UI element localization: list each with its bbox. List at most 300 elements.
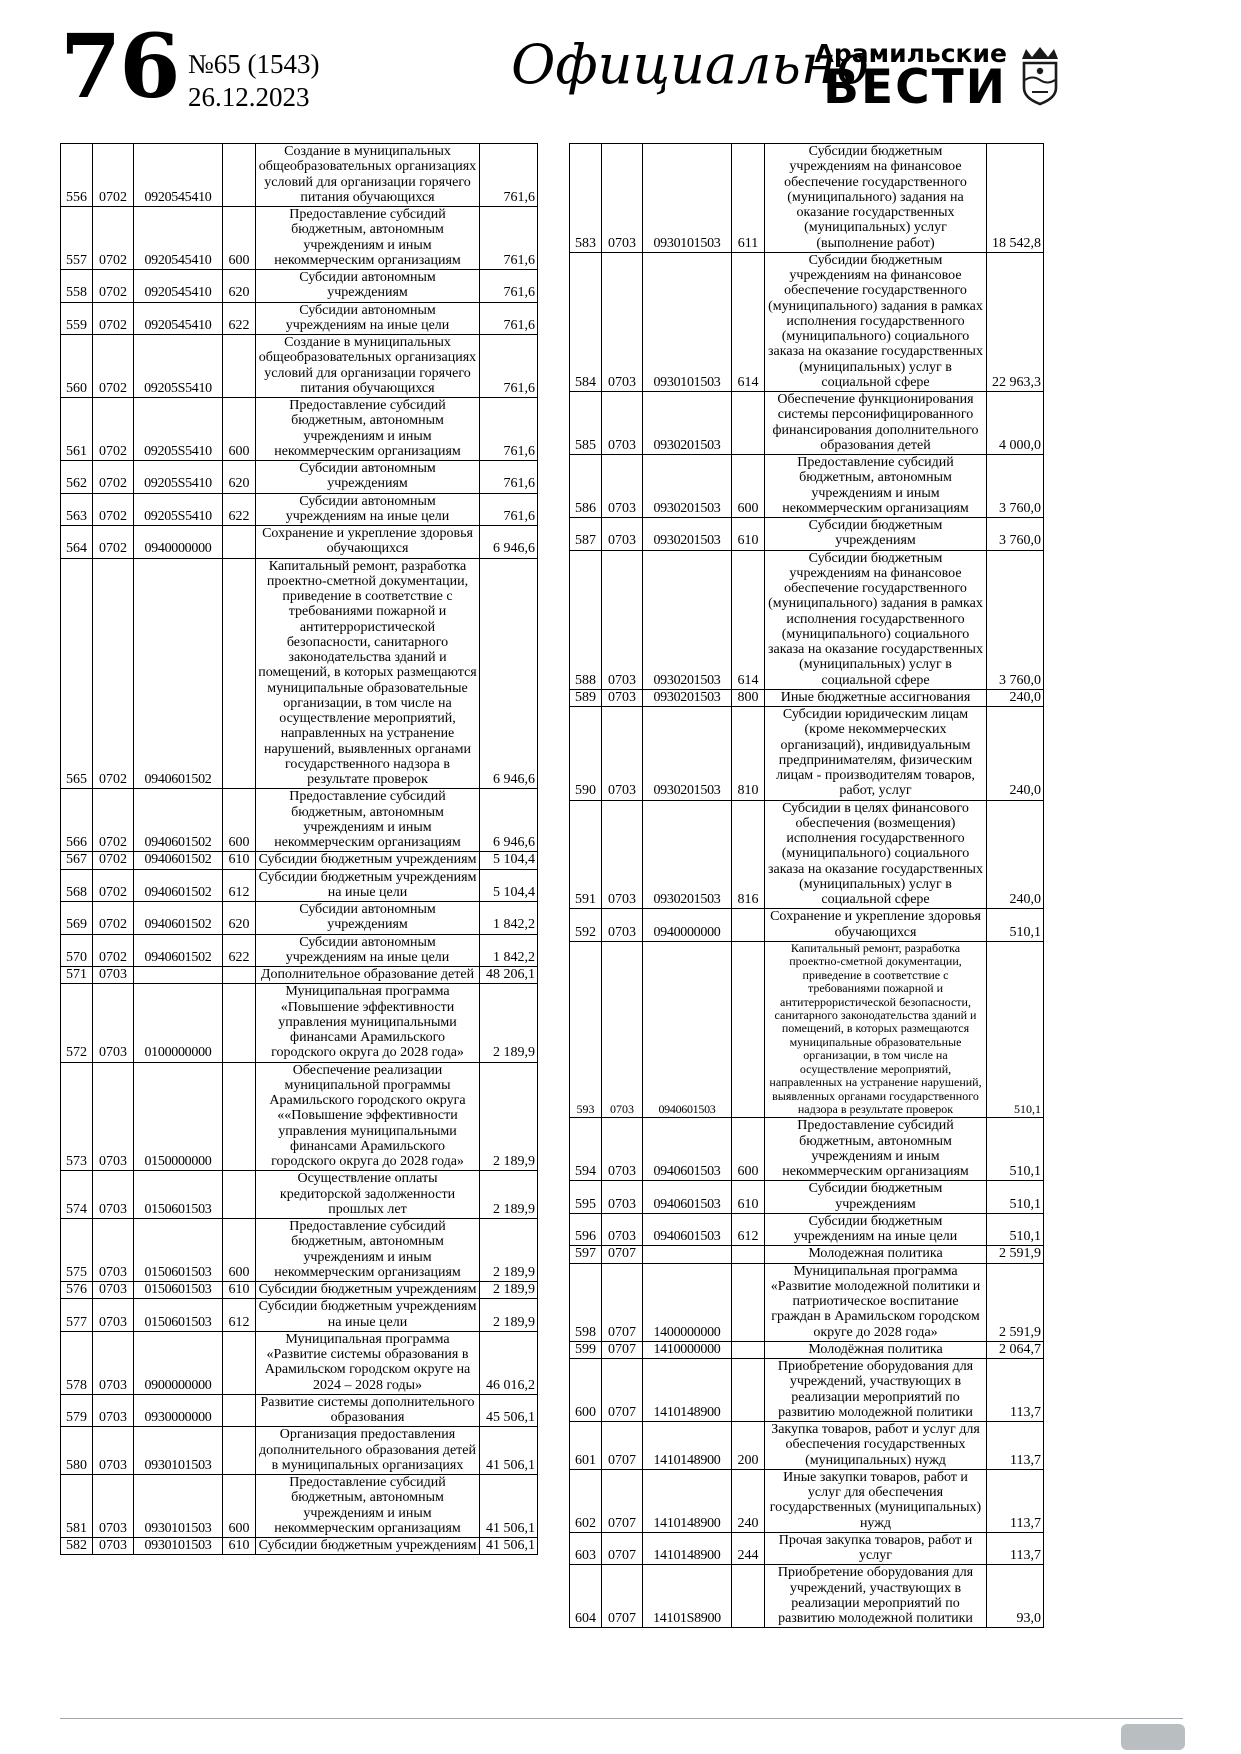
section-code-cell: 0707 [602,1246,643,1263]
target-article-cell: 0930201503 [643,550,732,689]
expense-type-cell: 610 [732,518,765,551]
amount-cell: 510,1 [987,941,1044,1118]
table-row [570,1422,1044,1470]
target-article-cell: 0930201503 [643,518,732,551]
row-number-cell: 569 [61,902,93,935]
amount-cell: 93,0 [987,1565,1044,1628]
row-number-cell: 564 [61,526,93,559]
target-article-cell: 0930201503 [643,392,732,455]
table-row [61,869,538,902]
row-number-cell: 594 [570,1118,602,1181]
name-cell: Предоставление субсидий бюджетным, автономным учреждениям и иным некоммерческим организациям [765,455,987,518]
expense-type-cell: 610 [223,1282,256,1299]
expense-type-cell [223,967,256,984]
budget-table-left [60,143,538,1555]
amount-cell: 41 506,1 [480,1475,538,1538]
row-number-cell: 580 [61,1427,93,1475]
amount-cell: 1 842,2 [480,934,538,967]
amount-cell: 2 591,9 [987,1263,1044,1341]
table-row [61,1394,538,1427]
target-article-cell: 1400000000 [643,1263,732,1341]
name-cell: Субсидии автономным учреждениям [256,461,480,494]
name-cell: Предоставление субсидий бюджетным, автономным учреждениям и иным некоммерческим организациям [256,1219,480,1282]
brand-name-top: Арамильские [814,39,1007,68]
row-number-cell: 596 [570,1213,602,1246]
target-article-cell: 09205S5410 [134,461,223,494]
table-row [61,270,538,303]
amount-cell: 113,7 [987,1359,1044,1422]
name-cell: Капитальный ремонт, разработка проектно-сметной документации, приведение в соответствие с требованиями пожарной и антитеррористической безопасности, санитарного законодательства зданий и помещений, в которых размещаются муниципальные образовательные организации, в том числе на осуществление мероприятий, направленных на устранение нарушений, выявленных органами государственного надзора в результате проверок [765,941,987,1118]
row-number-cell: 561 [61,398,93,461]
section-code-cell: 0703 [93,1427,134,1475]
name-cell: Субсидии юридическим лицам (кроме некоммерческих организаций), индивидуальным предпринимателям, физическим лицам - производителям товаров, работ, услуг [765,707,987,801]
row-number-cell: 571 [61,967,93,984]
row-number-cell: 604 [570,1565,602,1628]
row-number-cell: 558 [61,270,93,303]
section-code-cell: 0707 [602,1359,643,1422]
expense-type-cell: 244 [732,1532,765,1565]
row-number-cell: 577 [61,1299,93,1332]
expense-type-cell [732,941,765,1118]
row-number-cell: 566 [61,789,93,852]
section-code-cell: 0703 [93,1394,134,1427]
name-cell: Создание в муниципальных общеобразовательных организациях условий для организации горячего питания обучающихся [256,335,480,398]
expense-type-cell [223,984,256,1062]
name-cell: Капитальный ремонт, разработка проектно-сметной документации, приведение в соответствие с требованиями пожарной и антитеррористической безопасности, санитарного законодательства зданий и помещений, в которых размещаются муниципальные образовательные организации, в том числе на осуществление мероприятий, направленных на устранение нарушений, выявленных органами государственного надзора в результате проверок [256,558,480,789]
amount-cell: 761,6 [480,144,538,207]
section-code-cell: 0702 [93,207,134,270]
name-cell: Субсидии автономным учреждениям [256,270,480,303]
amount-cell: 3 760,0 [987,518,1044,551]
name-cell: Субсидии бюджетным учреждениям на иные цели [256,1299,480,1332]
row-number-cell: 603 [570,1532,602,1565]
section-code-cell: 0703 [602,144,643,253]
amount-cell: 240,0 [987,689,1044,706]
target-article-cell: 0940601502 [134,869,223,902]
target-article-cell: 0150000000 [134,1062,223,1171]
expense-type-cell: 800 [732,689,765,706]
row-number-cell: 567 [61,852,93,869]
expense-type-cell [732,1263,765,1341]
table-row [570,252,1044,391]
section-code-cell: 0703 [93,1299,134,1332]
target-article-cell: 1410148900 [643,1469,732,1532]
table-row [61,1171,538,1219]
name-cell: Молодёжная политика [765,1341,987,1358]
table-row [570,707,1044,801]
amount-cell: 2 189,9 [480,1062,538,1171]
expense-type-cell: 600 [223,789,256,852]
amount-cell: 2 189,9 [480,984,538,1062]
target-article-cell: 09205S5410 [134,398,223,461]
amount-cell: 2 591,9 [987,1246,1044,1263]
expense-type-cell [223,1171,256,1219]
row-number-cell: 557 [61,207,93,270]
section-code-cell: 0703 [602,909,643,942]
amount-cell: 2 189,9 [480,1299,538,1332]
row-number-cell: 563 [61,493,93,526]
section-code-cell: 0703 [93,1282,134,1299]
name-cell: Субсидии автономным учреждениям [256,902,480,935]
section-code-cell: 0703 [602,1118,643,1181]
target-article-cell: 0920545410 [134,270,223,303]
table-row [61,461,538,494]
row-number-cell: 560 [61,335,93,398]
table-row [61,1427,538,1475]
row-number-cell: 581 [61,1475,93,1538]
expense-type-cell: 612 [223,869,256,902]
expense-type-cell: 612 [732,1213,765,1246]
name-cell: Прочая закупка товаров, работ и услуг [765,1532,987,1565]
expense-type-cell: 610 [223,1538,256,1555]
expense-type-cell [732,1246,765,1263]
expense-type-cell: 240 [732,1469,765,1532]
name-cell: Субсидии бюджетным учреждениям на финансовое обеспечение государственного (муниципального) задания в рамках исполнения государственного (муниципального) социального заказа на оказание государственных (муниципальных) услуг в социальной сфере [765,252,987,391]
target-article-cell: 0940601503 [643,1181,732,1214]
amount-cell: 2 189,9 [480,1219,538,1282]
amount-cell: 761,6 [480,461,538,494]
amount-cell: 3 760,0 [987,550,1044,689]
target-article-cell: 0940601503 [643,1118,732,1181]
budget-table-right [569,143,1044,1628]
target-article-cell: 0940000000 [134,526,223,559]
expense-type-cell: 816 [732,800,765,909]
expense-type-cell [732,1341,765,1358]
amount-cell: 240,0 [987,707,1044,801]
table-row [570,1359,1044,1422]
target-article-cell: 0900000000 [134,1331,223,1394]
expense-type-cell: 200 [732,1422,765,1470]
row-number-cell: 568 [61,869,93,902]
amount-cell: 510,1 [987,909,1044,942]
expense-type-cell [223,558,256,789]
amount-cell: 761,6 [480,302,538,335]
row-number-cell: 559 [61,302,93,335]
section-code-cell: 0702 [93,852,134,869]
section-code-cell: 0702 [93,558,134,789]
section-code-cell: 0703 [602,941,643,1118]
table-row [570,550,1044,689]
table-row [570,1565,1044,1628]
name-cell: Муниципальная программа «Развитие системы образования в Арамильском городском округе на 2024 – 2028 годы» [256,1331,480,1394]
expense-type-cell: 600 [732,455,765,518]
section-code-cell: 0702 [93,869,134,902]
city-crest-icon [1017,45,1063,107]
section-code-cell: 0703 [93,1331,134,1394]
name-cell: Субсидии автономным учреждениям на иные цели [256,493,480,526]
target-article-cell: 0940601502 [134,789,223,852]
row-number-cell: 585 [570,392,602,455]
name-cell: Молодежная политика [765,1246,987,1263]
brand-name-bottom: ВЕСТИ [823,59,1007,115]
row-number-cell: 587 [570,518,602,551]
expense-type-cell: 614 [732,550,765,689]
name-cell: Предоставление субсидий бюджетным, автономным учреждениям и иным некоммерческим организациям [256,398,480,461]
section-code-cell: 0707 [602,1263,643,1341]
amount-cell: 113,7 [987,1422,1044,1470]
section-code-cell: 0702 [93,461,134,494]
expense-type-cell [732,1565,765,1628]
row-number-cell: 556 [61,144,93,207]
expense-type-cell [223,1331,256,1394]
name-cell: Субсидии бюджетным учреждениям на финансовое обеспечение государственного (муниципального) задания в рамках исполнения государственного (муниципального) социального заказа на оказание государственных (муниципальных) услуг в социальной сфере [765,550,987,689]
name-cell: Приобретение оборудования для учреждений, участвующих в реализации мероприятий по развитию молодежной политики [765,1565,987,1628]
section-code-cell: 0707 [602,1469,643,1532]
name-cell: Субсидии бюджетным учреждениям [765,518,987,551]
expense-type-cell: 620 [223,270,256,303]
footer-rule [60,1718,1183,1719]
section-code-cell: 0703 [602,689,643,706]
table-row [570,1263,1044,1341]
section-code-cell: 0702 [93,270,134,303]
name-cell: Сохранение и укрепление здоровья обучающихся [765,909,987,942]
row-number-cell: 583 [570,144,602,253]
table-row [61,789,538,852]
name-cell: Закупка товаров, работ и услуг для обеспечения государственных (муниципальных) нужд [765,1422,987,1470]
section-code-cell: 0703 [602,252,643,391]
section-code-cell: 0702 [93,302,134,335]
target-article-cell: 0150601503 [134,1282,223,1299]
target-article-cell: 0940601502 [134,852,223,869]
amount-cell: 6 946,6 [480,558,538,789]
row-number-cell: 573 [61,1062,93,1171]
name-cell: Муниципальная программа «Развитие молодежной политики и патриотическое воспитание граждан в Арамильском городском округе до 2028 года» [765,1263,987,1341]
row-number-cell: 570 [61,934,93,967]
target-article-cell: 0930201503 [643,707,732,801]
expense-type-cell [223,1062,256,1171]
target-article-cell: 0940601503 [643,941,732,1118]
amount-cell: 1 842,2 [480,902,538,935]
name-cell: Муниципальная программа «Повышение эффективности управления муниципальными финансами Арамильского городского округа до 2028 года» [256,984,480,1062]
table-row [61,1331,538,1394]
target-article-cell: 09205S5410 [134,493,223,526]
expense-type-cell [223,1394,256,1427]
section-code-cell: 0703 [602,392,643,455]
target-article-cell: 0930000000 [134,1394,223,1427]
name-cell: Субсидии бюджетным учреждениям [256,852,480,869]
table-row [570,455,1044,518]
section-code-cell: 0703 [602,550,643,689]
target-article-cell: 0930201503 [643,689,732,706]
section-code-cell: 0703 [93,967,134,984]
amount-cell: 2 189,9 [480,1282,538,1299]
target-article-cell: 1410148900 [643,1359,732,1422]
section-code-cell: 0703 [602,1181,643,1214]
row-number-cell: 599 [570,1341,602,1358]
section-code-cell: 0702 [93,789,134,852]
target-article-cell: 0920545410 [134,144,223,207]
row-number-cell: 582 [61,1538,93,1555]
name-cell: Субсидии бюджетным учреждениям [765,1181,987,1214]
section-code-cell: 0702 [93,144,134,207]
issue-block [188,48,320,114]
table-row [570,909,1044,942]
target-article-cell: 0940601503 [643,1213,732,1246]
expense-type-cell: 622 [223,302,256,335]
target-article-cell: 14101S8900 [643,1565,732,1628]
name-cell: Сохранение и укрепление здоровья обучающихся [256,526,480,559]
amount-cell: 45 506,1 [480,1394,538,1427]
target-article-cell: 0920545410 [134,302,223,335]
table-row [61,1282,538,1299]
row-number-cell: 574 [61,1171,93,1219]
row-number-cell: 576 [61,1282,93,1299]
expense-type-cell: 610 [223,852,256,869]
section-code-cell: 0703 [93,1062,134,1171]
table-row [570,800,1044,909]
name-cell: Субсидии бюджетным учреждениям на финансовое обеспечение государственного (муниципального) задания на оказание государственных (муниципальных) услуг (выполнение работ) [765,144,987,253]
name-cell: Субсидии бюджетным учреждениям [256,1538,480,1555]
target-article-cell: 1410000000 [643,1341,732,1358]
target-article-cell: 0940601502 [134,934,223,967]
section-code-cell: 0702 [93,335,134,398]
amount-cell: 761,6 [480,398,538,461]
target-article-cell: 0150601503 [134,1219,223,1282]
row-number-cell: 575 [61,1219,93,1282]
table-row [61,493,538,526]
table-row [570,1532,1044,1565]
expense-type-cell: 612 [223,1299,256,1332]
amount-cell: 113,7 [987,1469,1044,1532]
amount-cell: 48 206,1 [480,967,538,984]
table-row [61,302,538,335]
name-cell: Обеспечение функционирования системы персонифицированного финансирования дополнительного образования детей [765,392,987,455]
table-row [61,1475,538,1538]
name-cell: Создание в муниципальных общеобразовательных организациях условий для организации горячего питания обучающихся [256,144,480,207]
target-article-cell: 0940000000 [643,909,732,942]
target-article-cell: 0930101503 [134,1475,223,1538]
amount-cell: 46 016,2 [480,1331,538,1394]
row-number-cell: 597 [570,1246,602,1263]
name-cell: Обеспечение реализации муниципальной программы Арамильского городского округа ««Повышение эффективности управления муниципальными финансами Арамильского городского округа до 2028 года» [256,1062,480,1171]
expense-type-cell [732,392,765,455]
expense-type-cell [223,144,256,207]
amount-cell: 22 963,3 [987,252,1044,391]
amount-cell: 3 760,0 [987,455,1044,518]
section-code-cell: 0702 [93,902,134,935]
table-row [570,518,1044,551]
target-article-cell: 0940601502 [134,558,223,789]
row-number-cell: 600 [570,1359,602,1422]
section-code-cell: 0703 [602,518,643,551]
section-code-cell: 0703 [602,707,643,801]
section-code-cell: 0702 [93,526,134,559]
section-code-cell: 0703 [93,1475,134,1538]
row-number-cell: 572 [61,984,93,1062]
target-article-cell: 0930201503 [643,455,732,518]
table-row [61,1299,538,1332]
target-article-cell: 0930101503 [643,252,732,391]
row-number-cell: 578 [61,1331,93,1394]
row-number-cell: 595 [570,1181,602,1214]
table-row [570,392,1044,455]
amount-cell: 6 946,6 [480,789,538,852]
amount-cell: 4 000,0 [987,392,1044,455]
expense-type-cell [732,1359,765,1422]
row-number-cell: 591 [570,800,602,909]
row-number-cell: 593 [570,941,602,1118]
expense-type-cell: 622 [223,493,256,526]
table-row [61,398,538,461]
row-number-cell: 584 [570,252,602,391]
table-row [61,934,538,967]
name-cell: Субсидии бюджетным учреждениям [256,1282,480,1299]
amount-cell: 240,0 [987,800,1044,909]
table-row [570,1341,1044,1358]
section-code-cell: 0703 [93,1171,134,1219]
name-cell: Предоставление субсидий бюджетным, автономным учреждениям и иным некоммерческим организациям [256,207,480,270]
table-row [570,1118,1044,1181]
section-code-cell: 0702 [93,934,134,967]
name-cell: Приобретение оборудования для учреждений, участвующих в реализации мероприятий по развитию молодежной политики [765,1359,987,1422]
table-row [61,1062,538,1171]
expense-type-cell [223,1427,256,1475]
section-code-cell: 0703 [602,800,643,909]
brand-text [814,39,1007,115]
table-row [61,984,538,1062]
amount-cell: 510,1 [987,1213,1044,1246]
section-code-cell: 0703 [602,455,643,518]
row-number-cell: 565 [61,558,93,789]
amount-cell: 5 104,4 [480,852,538,869]
name-cell: Субсидии бюджетным учреждениям на иные цели [765,1213,987,1246]
expense-type-cell: 600 [223,207,256,270]
table-row [61,207,538,270]
name-cell: Предоставление субсидий бюджетным, автономным учреждениям и иным некоммерческим организациям [765,1118,987,1181]
section-code-cell: 0703 [602,1213,643,1246]
name-cell: Субсидии автономным учреждениям на иные цели [256,302,480,335]
row-number-cell: 588 [570,550,602,689]
amount-cell: 41 506,1 [480,1538,538,1555]
row-number-cell: 590 [570,707,602,801]
table-row [61,558,538,789]
section-code-cell: 0707 [602,1565,643,1628]
row-number-cell: 579 [61,1394,93,1427]
row-number-cell: 586 [570,455,602,518]
amount-cell: 761,6 [480,493,538,526]
expense-type-cell [223,526,256,559]
section-code-cell: 0703 [93,984,134,1062]
amount-cell: 6 946,6 [480,526,538,559]
amount-cell: 510,1 [987,1181,1044,1214]
table-row [570,941,1044,1118]
issue-date: 26.12.2023 [188,81,310,112]
target-article-cell: 0100000000 [134,984,223,1062]
row-number-cell: 592 [570,909,602,942]
name-cell: Организация предоставления дополнительного образования детей в муниципальных организациях [256,1427,480,1475]
masthead [60,14,1181,138]
name-cell: Предоставление субсидий бюджетным, автономным учреждениям и иным некоммерческим организациям [256,1475,480,1538]
target-article-cell: 0930201503 [643,800,732,909]
expense-type-cell: 620 [223,461,256,494]
name-cell: Субсидии бюджетным учреждениям на иные цели [256,869,480,902]
table-row [61,852,538,869]
amount-cell: 18 542,8 [987,144,1044,253]
page-number: 76 [60,14,179,118]
amount-cell: 761,6 [480,270,538,303]
target-article-cell: 0150601503 [134,1171,223,1219]
section-code-cell: 0702 [93,398,134,461]
target-article-cell [134,967,223,984]
expense-type-cell: 600 [223,398,256,461]
expense-type-cell: 600 [223,1219,256,1282]
name-cell: Иные закупки товаров, работ и услуг для обеспечения государственных (муниципальных) нужд [765,1469,987,1532]
table-row [61,335,538,398]
target-article-cell: 0150601503 [134,1299,223,1332]
target-article-cell: 0930101503 [134,1538,223,1555]
target-article-cell: 0930101503 [643,144,732,253]
section-code-cell: 0707 [602,1341,643,1358]
